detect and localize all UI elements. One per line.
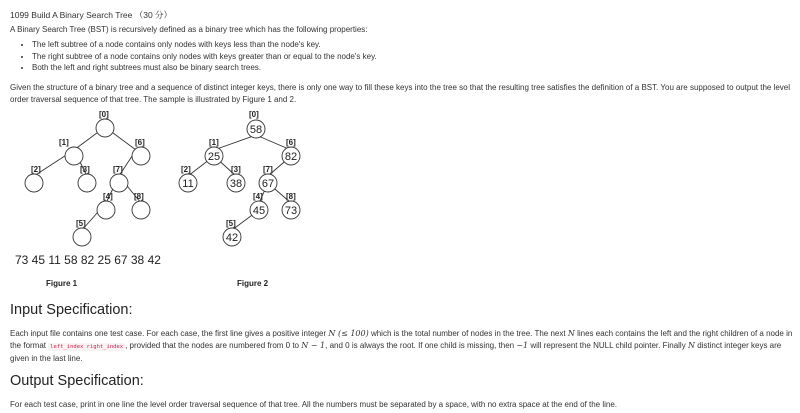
tree-node	[110, 174, 128, 192]
node-index-label: [7]	[263, 165, 273, 174]
node-index-label: [8]	[286, 192, 296, 201]
node-index-label: [4]	[253, 192, 263, 201]
node-index-label: [8]	[134, 192, 144, 201]
tree-node	[132, 201, 150, 219]
format-code: left_index right_index	[50, 344, 124, 350]
node-index-label: [2]	[31, 165, 41, 174]
list-item: • The left subtree of a node contains only nodes with keys less than the node's key.	[32, 39, 377, 51]
node-value: 73	[284, 205, 298, 217]
node-value: 58	[249, 124, 263, 136]
list-item: • The right subtree of a node contains only nodes with keys greater than or equal to the node's key.	[32, 51, 377, 63]
tree-node	[78, 174, 96, 192]
figures-canvas	[10, 108, 310, 253]
node-index-label: [0]	[249, 110, 259, 119]
tree-node	[25, 174, 43, 192]
output-spec-text: For each test case, print in one line the level order traversal sequence of that tree. All the numbers must be separated by a space, with no extra space at the end of the line.	[10, 400, 618, 409]
node-index-label: [0]	[99, 110, 109, 119]
node-index-label: [3]	[80, 165, 90, 174]
tree-node	[73, 228, 91, 246]
node-index-label: [1]	[59, 138, 69, 147]
node-index-label: [6]	[286, 138, 296, 147]
figure2-caption: Figure 2	[237, 279, 269, 288]
tree-node	[65, 147, 83, 165]
node-value: 38	[229, 178, 243, 190]
tree-node	[97, 201, 115, 219]
node-value: 25	[207, 151, 221, 163]
tree-node	[96, 119, 114, 137]
node-index-label: [1]	[209, 138, 219, 147]
node-index-label: [3]	[231, 165, 241, 174]
problem-title: 1099 Build A Binary Search Tree （30 分）	[10, 10, 173, 20]
output-spec-heading: Output Specification:	[10, 373, 144, 389]
node-index-label: [5]	[76, 219, 86, 228]
list-item: • Both the left and right subtrees must also be binary search trees.	[32, 62, 377, 74]
intro-text: A Binary Search Tree (BST) is recursively defined as a binary tree which has the following properties:	[10, 25, 368, 34]
node-index-label: [7]	[113, 165, 123, 174]
key-sequence: 73 45 11 58 82 25 67 38 42	[15, 253, 161, 267]
node-value: 82	[284, 151, 298, 163]
input-spec-heading: Input Specification:	[10, 302, 133, 318]
node-value: 67	[261, 178, 275, 190]
node-index-label: [6]	[135, 138, 145, 147]
description-text: Given the structure of a binary tree and a sequence of distinct integer keys, there is only one way to fill these keys into the tree so that the resulting tree satisfies the definition of a BST. You are supposed to output the level order traversal sequence of that tree. The sample is illustrated by Figure 1 and 2.	[10, 83, 791, 104]
node-value: 45	[252, 205, 266, 217]
node-index-label: [5]	[226, 219, 236, 228]
node-index-label: [2]	[181, 165, 191, 174]
node-value: 11	[182, 178, 194, 190]
node-index-label: [4]	[103, 192, 113, 201]
tree-node	[132, 147, 150, 165]
figure1-caption: Figure 1	[46, 279, 78, 288]
bst-properties-list	[20, 39, 377, 74]
input-spec-text: Each input file contains one test case. For each case, the first line gives a positive integer N (≤ 100) which is the total number of nodes in the tree. The next N lines each contains the left and the right children of a node in the format left_index right_index , provided that the nodes are numbered from 0 to N − 1, and 0 is always the root. If one child is missing, then −1 will represent the NULL child pointer. Finally N distinct integer keys are given in the last line.	[10, 329, 793, 363]
node-value: 42	[225, 232, 239, 244]
